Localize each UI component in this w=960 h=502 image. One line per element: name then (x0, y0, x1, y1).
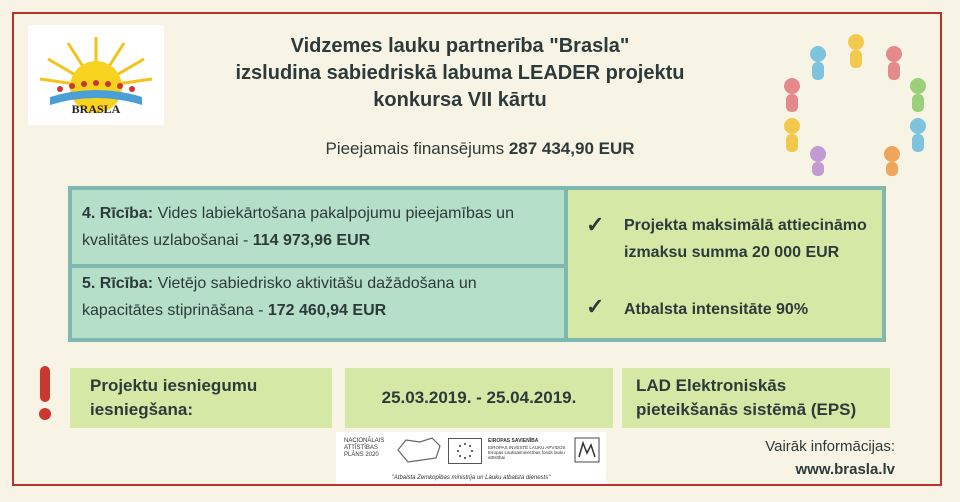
title-line-3: konkursa VII kārtu (373, 89, 547, 111)
divider (72, 264, 564, 268)
funding-label: Pieejamais finansējums (325, 139, 505, 158)
sponsor-caption: "Atbalsta Zemkopības ministrija un Lauku atbalsta dienests" (391, 475, 551, 481)
sponsor-logos (336, 432, 606, 484)
eu-flag-icon (448, 438, 482, 464)
title-line-2: izsludina sabiedriskā labuma LEADER projektu (235, 62, 685, 84)
people-circle-icon (768, 28, 943, 178)
website-link[interactable]: www.brasla.lv (795, 461, 895, 478)
nap-text: NACIONĀLAIS ATTĪSTĪBAS PLĀNS 2020 (344, 438, 385, 458)
funding-line (220, 139, 740, 159)
check-icon: ✓ (586, 294, 605, 319)
condition-intensity: Atbalsta intensitāte 90% (624, 301, 809, 318)
conditions-box (564, 186, 886, 342)
action-label: 5. Rīcība: (82, 275, 154, 292)
action-amount: 114 973,96 EUR (252, 232, 371, 249)
submission-label: Projektu iesniegumu iesniegšana: (70, 368, 332, 428)
more-info-label: Vairāk informācijas: (765, 438, 895, 455)
title-line-1: Vidzemes lauku partnerība "Brasla" (290, 35, 630, 57)
funding-amount: 287 434,90 EUR (508, 139, 635, 158)
action-label: 4. Rīcība: (82, 205, 154, 222)
brasla-logo (28, 25, 164, 125)
action-item-5 (72, 270, 564, 332)
actions-box (68, 186, 568, 342)
page-title (220, 33, 700, 114)
action-item-4 (72, 200, 564, 260)
check-icon: ✓ (586, 212, 605, 237)
eu-text: EIROPAS SAVIENĪBA (488, 438, 539, 444)
logo-name: BRASLA (71, 102, 121, 116)
latvia-map-icon (396, 436, 442, 464)
exclamation-icon (38, 366, 52, 420)
leader-logo-icon (574, 437, 600, 463)
submission-system: LAD Elektroniskās pieteikšanās sistēmā (EPS) (622, 368, 890, 428)
action-text: Vietējo sabiedrisko aktivitāšu dažādošana un kapacitātes stiprināšana - (82, 275, 477, 319)
action-amount: 172 460,94 EUR (267, 302, 387, 319)
action-text: Vides labiekārtošana pakalpojumu pieejamības un kvalitātes uzlabošanai - (82, 205, 514, 249)
condition-max-sum: Projekta maksimālā attiecināmo izmaksu summa 20 000 EUR (624, 217, 867, 261)
submission-dates: 25.03.2019. - 25.04.2019. (345, 368, 613, 428)
eu-subtext: EIROPAS INVESTĒ LAUKU APVIDOS Eiropas Lauksaimniecības fonds lauku attīstībai (488, 445, 566, 460)
